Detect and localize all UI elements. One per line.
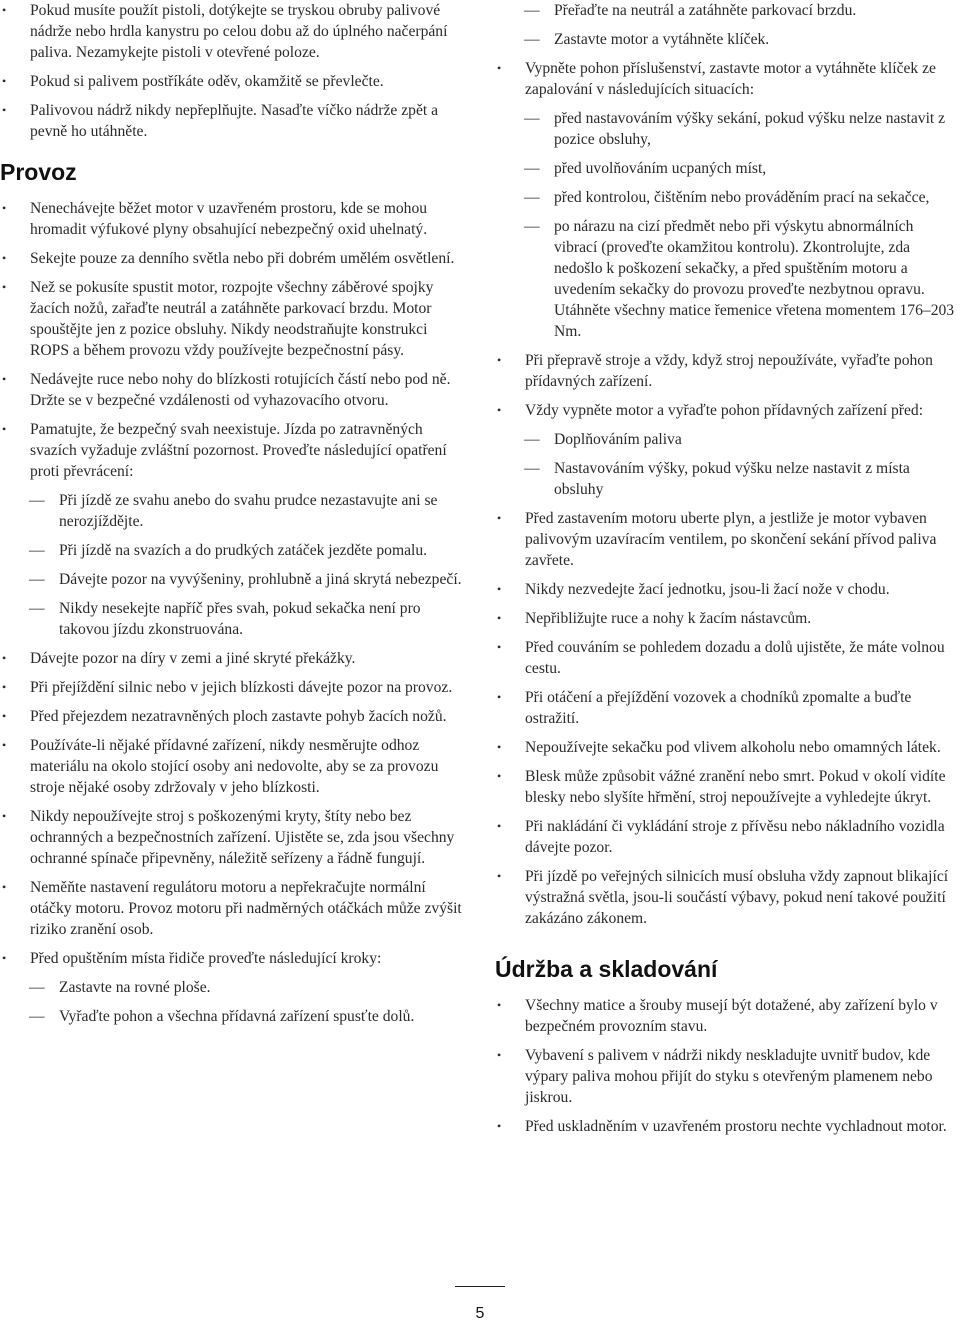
item-text: Vždy vypněte motor a vyřaďte pohon přídavných zařízení před:	[525, 402, 924, 419]
item-text: Před zastavením motoru uberte plyn, a jestliže je motor vybaven palivovým uzavíracím ventilem, po skončení sekání přívod paliva zavřete.	[525, 510, 937, 569]
item-text: Používáte-li nějaké přídavné zařízení, nikdy nesměrujte odhoz materiálu na okolo stojící osoby ani nedovolte, aby se za provozu stroje nějaké osoby zdržovaly v jeho blízkosti.	[30, 737, 439, 796]
bullet-list-item	[0, 419, 462, 482]
item-text: Nikdy nepoužívejte stroj s poškozenými kryty, štíty nebo bez ochranných a bezpečnostních zařízení. Ujistěte se, zda jsou všechny ochranné spínače připevněny, náležitě seřízeny a řádně fungují.	[30, 808, 455, 867]
dash-marker: —	[29, 542, 45, 559]
bullet-list-item	[495, 995, 960, 1037]
item-text: Palivovou nádrž nikdy nepřeplňujte. Nasaďte víčko nádrže zpět a pevně ho utáhněte.	[30, 102, 439, 140]
bullet-list-item	[0, 0, 462, 63]
item-text: Dávejte pozor na díry v zemi a jiné skryté překážky.	[30, 650, 356, 667]
item-text: Sekejte pouze za denního světla nebo při dobrém umělém osvětlení.	[30, 250, 455, 267]
dash-marker: —	[29, 492, 45, 509]
dash-marker: —	[29, 979, 45, 996]
bullet-marker: •	[497, 740, 502, 754]
bullet-marker: •	[497, 769, 502, 783]
bullet-marker: •	[2, 738, 7, 752]
bullet-list-item	[495, 58, 960, 100]
dash-marker: —	[29, 571, 45, 588]
item-text: Zastavte na rovné ploše.	[59, 979, 211, 996]
dash-list-item	[0, 598, 462, 640]
bullet-list-item	[0, 71, 462, 92]
dash-marker: —	[29, 600, 45, 617]
left-column	[0, 0, 462, 1035]
provoz-list	[0, 198, 462, 1027]
bullet-marker: •	[2, 422, 7, 436]
bullet-list-item	[0, 677, 462, 698]
bullet-list-item	[495, 579, 960, 600]
item-text: Při přepravě stroje a vždy, když stroj nepoužíváte, vyřaďte pohon přídavných zařízení.	[525, 352, 933, 390]
item-text: Nikdy nesekejte napříč přes svah, pokud sekačka není pro takovou jízdu zkonstruována.	[59, 600, 421, 638]
section-title-provoz: Provoz	[0, 159, 77, 185]
dash-marker: —	[524, 189, 540, 206]
item-text: Před přejezdem nezatravněných ploch zastavte pohyb žacích nožů.	[30, 708, 447, 725]
dash-list-item	[495, 108, 960, 150]
bullet-list-item	[0, 248, 462, 269]
bullet-list-item	[0, 100, 462, 142]
bullet-list-item	[0, 648, 462, 669]
bullet-marker: •	[2, 103, 7, 117]
bullet-marker: •	[2, 651, 7, 665]
bullet-list-item	[495, 350, 960, 392]
bullet-marker: •	[2, 372, 7, 386]
bullet-marker: •	[2, 809, 7, 823]
item-text: Zastavte motor a vytáhněte klíček.	[554, 31, 770, 48]
dash-marker: —	[524, 460, 540, 477]
bullet-marker: •	[497, 511, 502, 525]
item-text: Pamatujte, že bezpečný svah neexistuje. Jízda po zatravněných svazích vyžaduje zvláštní pozornost. Proveďte následující opatření proti převrácení:	[30, 421, 447, 480]
item-text: Při jízdě ze svahu anebo do svahu prudce nezastavujte ani se nerozjíždějte.	[59, 492, 438, 530]
bullet-marker: •	[2, 201, 7, 215]
bullet-marker: •	[497, 998, 502, 1012]
item-text: Nedávejte ruce nebo nohy do blízkosti rotujících částí nebo pod ně. Držte se v bezpečné vzdálenosti od vyhazovacího otvoru.	[30, 371, 451, 409]
item-text: Při jízdě na svazích a do prudkých zatáček jezděte pomalu.	[59, 542, 428, 559]
item-text: Nepoužívejte sekačku pod vlivem alkoholu nebo omamných látek.	[525, 739, 941, 756]
item-text: Pokud musíte použít pistoli, dotýkejte se tryskou obruby palivové nádrže nebo hrdla kanystru po celou dobu až do úplného načerpání paliva. Nezamykejte pistoli v otevřené poloze.	[30, 2, 448, 61]
dash-list-item	[0, 490, 462, 532]
dash-list-item	[0, 1006, 462, 1027]
bullet-list-item	[0, 948, 462, 969]
dash-list-item	[495, 0, 960, 21]
udrzba-list	[495, 995, 960, 1137]
bullet-list-item	[495, 637, 960, 679]
bullet-marker: •	[497, 869, 502, 883]
bullet-list-item	[495, 737, 960, 758]
dash-marker: —	[524, 431, 540, 448]
right-column	[495, 0, 960, 1145]
item-text: Před uskladněním v uzavřeném prostoru nechte vychladnout motor.	[525, 1118, 947, 1135]
bullet-marker: •	[497, 403, 502, 417]
dash-list-item	[495, 216, 960, 342]
bullet-list-item	[495, 1045, 960, 1108]
bullet-list-item	[495, 508, 960, 571]
dash-marker: —	[524, 160, 540, 177]
item-text: Při nakládání či vykládání stroje z přívěsu nebo nákladního vozidla dávejte pozor.	[525, 818, 945, 856]
page-number: 5	[455, 1286, 505, 1324]
bullet-marker: •	[2, 251, 7, 265]
bullet-marker: •	[497, 690, 502, 704]
bullet-list-item	[0, 735, 462, 798]
bullet-marker: •	[2, 74, 7, 88]
item-text: Dávejte pozor na vyvýšeniny, prohlubně a jiná skrytá nebezpečí.	[59, 571, 462, 588]
bullet-marker: •	[497, 640, 502, 654]
bullet-list-item	[0, 706, 462, 727]
bullet-marker: •	[2, 680, 7, 694]
bullet-marker: •	[497, 819, 502, 833]
dash-marker: —	[524, 110, 540, 127]
dash-list-item	[495, 458, 960, 500]
bullet-marker: •	[2, 951, 7, 965]
item-text: Pokud si palivem postříkáte oděv, okamžitě se převlečte.	[30, 73, 384, 90]
dash-marker: —	[524, 218, 540, 235]
item-text: Při jízdě po veřejných silnicích musí obsluha vždy zapnout blikající výstražná světla, jsou-li součástí výbavy, pokud není takové použití zakázáno zákonem.	[525, 868, 949, 927]
intro-list	[0, 0, 462, 142]
bullet-list-item	[0, 198, 462, 240]
bullet-list-item	[495, 866, 960, 929]
bullet-marker: •	[2, 3, 7, 17]
item-text: po nárazu na cizí předmět nebo při výskytu abnormálních vibrací (proveďte okamžitou kontrolu). Zkontrolujte, zda nedošlo k poškození sekačky, a před spuštěním motoru a uvedením sekačky do provozu proveďte nezbytnou opravu. Utáhněte všechny matice řemenice vřetena momentem 176–203 Nm.	[554, 218, 955, 340]
dash-marker: —	[29, 1008, 45, 1025]
bullet-marker: •	[497, 1048, 502, 1062]
bullet-marker: •	[2, 280, 7, 294]
dash-list-item	[0, 569, 462, 590]
bullet-list-item	[0, 277, 462, 361]
bullet-list-item	[495, 1116, 960, 1137]
item-text: Při otáčení a přejíždění vozovek a chodníků zpomalte a buďte ostražití.	[525, 689, 912, 727]
bullet-list-item	[0, 369, 462, 411]
item-text: před uvolňováním ucpaných míst,	[554, 160, 767, 177]
item-text: Neměňte nastavení regulátoru motoru a nepřekračujte normální otáčky motoru. Provoz motoru při nadměrných otáčkách může zvýšit riziko zranění osob.	[30, 879, 462, 938]
item-text: Vyřaďte pohon a všechna přídavná zařízení spusťte dolů.	[59, 1008, 415, 1025]
bullet-marker: •	[497, 611, 502, 625]
bullet-marker: •	[497, 582, 502, 596]
item-text: Při přejíždění silnic nebo v jejich blízkosti dávejte pozor na provoz.	[30, 679, 453, 696]
dash-list-item	[0, 977, 462, 998]
bullet-list-item	[0, 877, 462, 940]
bullet-list-item	[495, 608, 960, 629]
bullet-list-item	[495, 766, 960, 808]
item-text: Nikdy nezvedejte žací jednotku, jsou-li žací nože v chodu.	[525, 581, 890, 598]
bullet-marker: •	[497, 353, 502, 367]
dash-list-item	[495, 158, 960, 179]
bullet-marker: •	[2, 880, 7, 894]
item-text: Doplňováním paliva	[554, 431, 682, 448]
item-text: Nenechávejte běžet motor v uzavřeném prostoru, kde se mohou hromadit výfukové plyny obsahující nebezpečný oxid uhelnatý.	[30, 200, 428, 238]
dash-marker: —	[524, 31, 540, 48]
bullet-list-item	[495, 400, 960, 421]
item-text: Nastavováním výšky, pokud výšku nelze nastavit z místa obsluhy	[554, 460, 910, 498]
item-text: Nepřibližujte ruce a nohy k žacím nástavcům.	[525, 610, 812, 627]
dash-list-item	[495, 429, 960, 450]
item-text: Vybavení s palivem v nádrži nikdy neskladujte uvnitř budov, kde výpary paliva mohou přijít do styku s otevřeným plamenem nebo jiskrou.	[525, 1047, 933, 1106]
bullet-list-item	[495, 816, 960, 858]
item-text: před kontrolou, čištěním nebo prováděním prací na sekačce,	[554, 189, 930, 206]
item-text: Než se pokusíte spustit motor, rozpojte všechny záběrové spojky žacích nožů, zařaďte neutrál a zatáhněte parkovací brzdu. Motor spouštějte jen z pozice obsluhy. Nikdy neodstraňujte konstrukci ROPS a během provozu vždy používejte bezpečnostní pásy.	[30, 279, 434, 359]
item-text: před nastavováním výšky sekání, pokud výšku nelze nastavit z pozice obsluhy,	[554, 110, 946, 148]
section-title-udrzba: Údržba a skladování	[495, 956, 718, 982]
item-text: Před couváním se pohledem dozadu a dolů ujistěte, že máte volnou cestu.	[525, 639, 945, 677]
bullet-marker: •	[497, 61, 502, 75]
dash-list-item	[0, 540, 462, 561]
right-list	[495, 0, 960, 929]
item-text: Blesk může způsobit vážné zranění nebo smrt. Pokud v okolí vidíte blesky nebo slyšíte hřmění, stroj nepoužívejte a vyhledejte úkryt.	[525, 768, 946, 806]
item-text: Všechny matice a šrouby musejí být dotažené, aby zařízení bylo v bezpečném provozním stavu.	[525, 997, 938, 1035]
bullet-list-item	[495, 687, 960, 729]
bullet-list-item	[0, 806, 462, 869]
bullet-marker: •	[2, 709, 7, 723]
item-text: Vypněte pohon příslušenství, zastavte motor a vytáhněte klíček ze zapalování v následujících situacích:	[525, 60, 936, 98]
dash-list-item	[495, 187, 960, 208]
item-text: Přeřaďte na neutrál a zatáhněte parkovací brzdu.	[554, 2, 857, 19]
dash-marker: —	[524, 2, 540, 19]
bullet-marker: •	[497, 1119, 502, 1133]
dash-list-item	[495, 29, 960, 50]
item-text: Před opuštěním místa řidiče proveďte následující kroky:	[30, 950, 382, 967]
